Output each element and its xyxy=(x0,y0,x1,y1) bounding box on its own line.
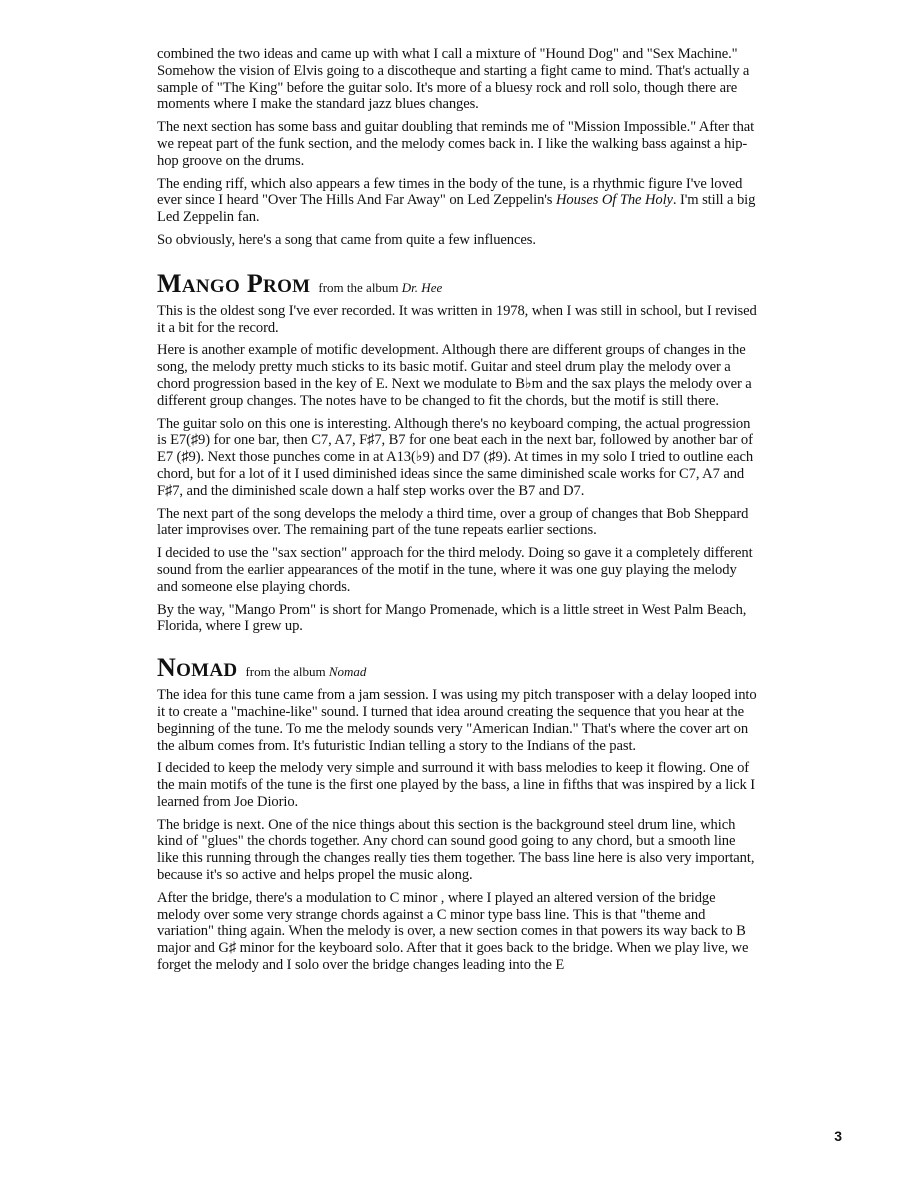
intro-paragraph-3-text: The ending riff, which also appears a few times in the body of the tune, is a rhythmic figure I've loved ever since I heard "Over The Hills And Far Away" on Led Zeppelin's xyxy=(157,175,743,209)
album-title-houses-of-the-holy: Houses Of The Holy xyxy=(555,192,673,209)
mango-paragraph-4: The next part of the song develops the melody a third time, over a group of changes that Bob Sheppard later improvises over. The remaining part of the tune repeats earlier sections. xyxy=(157,505,749,539)
intro-paragraph-4: So obviously, here's a song that came from quite a few influences. xyxy=(157,231,536,248)
mango-paragraph-3: The guitar solo on this one is interesting. Although there's no keyboard comping, the actual progression is E7(♯9) for one bar, then C7, A7, F♯7, B7 for one beat each in the next bar, followed by another bar of E7 (♯9). Next those punches come in at A13(♭9) and D7 (♯9). At times in my solo I tried to outline each chord, but for a lot of it I used diminished ideas since the same diminished scale works for C7, A7 and F♯7, and the diminished scale down a half step works over the B7 and D7. xyxy=(157,415,754,499)
section-title-nomad: NOMAD xyxy=(157,653,238,683)
section-subtitle-mango-prom: from the album Dr. Hee xyxy=(318,279,443,295)
album-name-nomad: Nomad xyxy=(328,664,367,680)
intro-paragraph-1: combined the two ideas and came up with what I call a mixture of "Hound Dog" and "Sex Machine." Somehow the vision of Elvis going to a discotheque and starting a fight came to mind. That's actually a sample of "The King" before the guitar solo. It's more of a bluesy rock and roll solo, though there are moments where I make the standard jazz blues changes. xyxy=(157,46,750,113)
section-title-mango-prom: MANGO PROM xyxy=(157,268,311,298)
intro-paragraph-3-end: . I'm still a big Led Zeppelin fan. xyxy=(157,192,756,226)
page-number: 3 xyxy=(834,1128,842,1144)
section-heading-mango-prom xyxy=(157,269,757,299)
mango-paragraph-2: Here is another example of motific development. Although there are different groups of changes in the song, the melody pretty much sticks to its basic motif. Guitar and steel drum play the melody over a chord progression based in the key of E. Next we modulate to B♭m and the sax plays the melody over a different group changes. The notes have to be changed to fit the chords, but the motif is still there. xyxy=(157,342,752,409)
nomad-paragraph-4: After the bridge, there's a modulation to C minor , where I played an altered version of the bridge melody over some very strange chords against a C minor type bass line. This is that "theme and variation" thing again. When the melody is over, a new section comes in that powers its way back to B major and G♯ minor for the keyboard solo. After that it goes back to the bridge. When we play live, we forget the melody and I solo over the bridge changes leading into the E xyxy=(157,889,749,974)
section-subtitle-nomad: from the album Nomad xyxy=(245,664,367,680)
section-heading-nomad xyxy=(157,653,757,683)
album-name-dr-hee: Dr. Hee xyxy=(401,279,443,295)
nomad-paragraph-1: The idea for this tune came from a jam session. I was using my pitch transposer with a delay looped into it to create a "machine-like" sound. I turned that idea around creating the sequence that you hear at the beginning of the tune. To me the melody sounds very "American Indian." That's where the cover art on the album comes from. It's futuristic Indian telling a story to the Indians of the past. xyxy=(157,687,757,754)
nomad-paragraph-2: I decided to keep the melody very simple and surround it with bass melodies to keep it flowing. One of the main motifs of the tune is the first one played by the bass, a line in fifths that was inspired by a lick I learned from Joe Diorio. xyxy=(157,760,756,810)
nomad-paragraph-3: The bridge is next. One of the nice things about this section is the background steel drum line, which kind of "glues" the chords together. Any chord can sound good going to any chord, but a smooth line like this running through the changes really ties them together. The bass line here is also very important, because it's so active and helps propel the music along. xyxy=(157,816,755,884)
intro-paragraph-3 xyxy=(157,176,757,226)
mango-paragraph-1: This is the oldest song I've ever recorded. It was written in 1978, when I was still in school, but I revised it a bit for the record. xyxy=(157,302,757,336)
mango-paragraph-6: By the way, "Mango Prom" is short for Mango Promenade, which is a little street in West Palm Beach, Florida, where I grew up. xyxy=(157,601,747,635)
mango-paragraph-5: I decided to use the "sax section" approach for the third melody. Doing so gave it a completely different sound from the earlier appearances of the motif in the tune, where it was one guy playing the melody and someone else playing chords. xyxy=(157,545,753,595)
article-body xyxy=(157,46,757,980)
intro-paragraph-2: The next section has some bass and guitar doubling that reminds me of "Mission Impossible." After that we repeat part of the funk section, and the melody comes back in. I like the walking bass against a hip-hop groove on the drums. xyxy=(157,119,755,169)
